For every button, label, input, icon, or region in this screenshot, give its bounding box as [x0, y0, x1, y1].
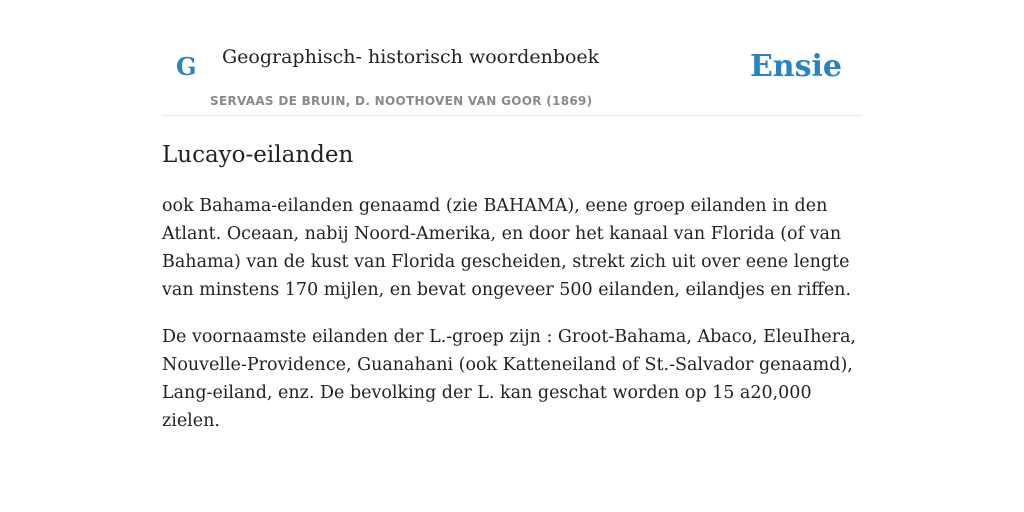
entry-title: Lucayo-eilanden [162, 142, 354, 168]
entry-paragraph: De voornaamste eilanden der L.-groep zijn : Groot-Bahama, Abaco, EleuIhera, Nouvelle-Providence, Guanahani (ook Katteneiland of St.-Salvador genaamd), Lang-eiland, enz. De bevolking der L. kan geschat worden op 15 a20,000 zielen. [162, 327, 857, 431]
book-icon[interactable]: G [176, 52, 197, 81]
entry-body [162, 192, 862, 435]
book-authors: SERVAAS DE BRUIN, D. NOOTHOVEN VAN GOOR (1869) [210, 94, 593, 108]
ensie-logo[interactable]: Ensie [749, 49, 842, 84]
page [162, 0, 862, 435]
entry-paragraph: ook Bahama-eilanden genaamd (zie BAHAMA), eene groep eilanden in den Atlant. Oceaan, nabij Noord-Amerika, en door het kanaal van Florida (of van Bahama) van de kust van Florida gescheiden, strekt zich uit over eene lengte van minstens 170 mijlen, en bevat ongeveer 500 eilanden, eilandjes en riffen. [162, 196, 852, 300]
book-title-link[interactable]: Geographisch- historisch woordenboek [222, 46, 600, 68]
book-header [162, 0, 862, 116]
